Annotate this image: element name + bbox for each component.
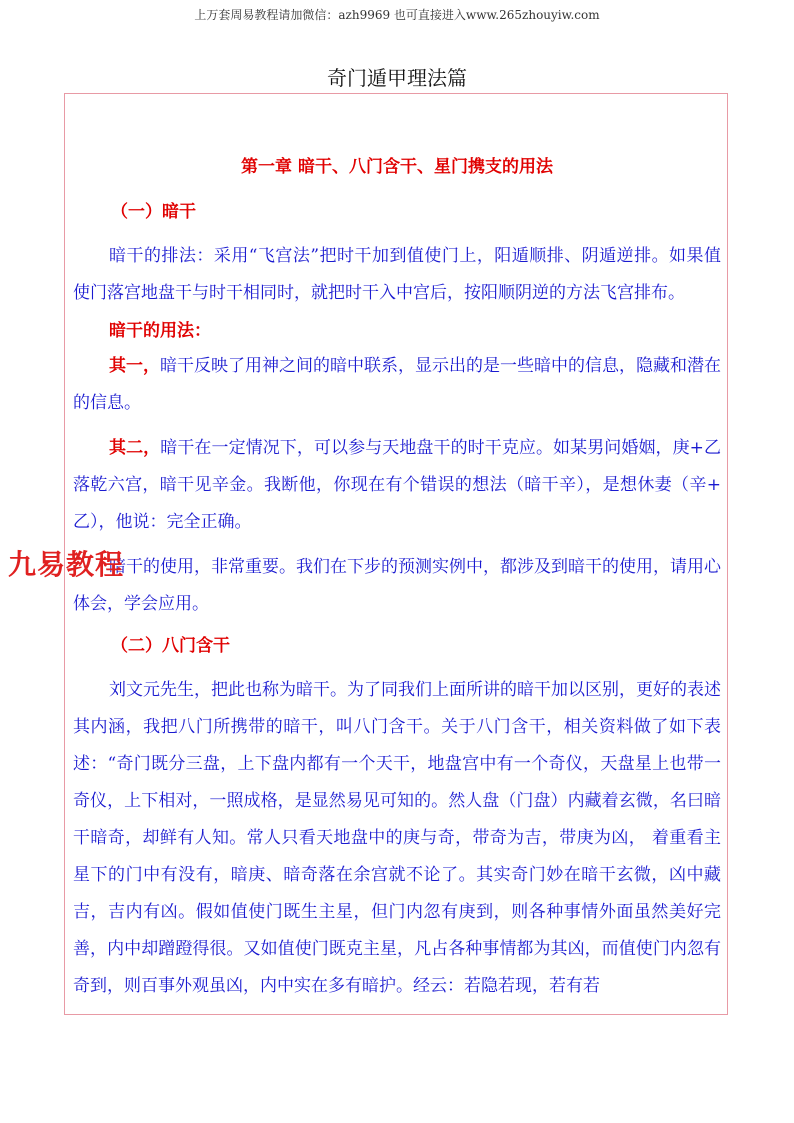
paragraph-point-two xyxy=(73,430,721,541)
usage-heading: 暗干的用法： xyxy=(109,321,211,341)
point-two-lead: 其二， xyxy=(109,438,161,458)
paragraph-arrangement: 暗干的排法：采用“飞宫法”把时干加到值使门上，阳遁顺排、阴遁逆排。如果值使门落宫地盘干与时干相同时，就把时干入中宫后，按阳顺阴逆的方法飞宫排布。 xyxy=(73,246,721,303)
watermark-logo: 九易教程 xyxy=(8,548,125,581)
chapter-heading: 第一章 暗干、八门含干、星门携支的用法 xyxy=(241,157,553,177)
document-title: 奇门遁甲理法篇 xyxy=(327,66,467,90)
point-one-text: 暗干反映了用神之间的暗中联系，显示出的是一些暗中的信息，隐藏和潜在的信息。 xyxy=(73,356,721,413)
section-heading-an-gan: （一）暗干 xyxy=(111,202,196,222)
section-heading-ba-men-han-gan: （二）八门含干 xyxy=(111,636,230,656)
document-body xyxy=(73,152,721,1005)
paragraph-ba-men-han-gan: 刘文元先生，把此也称为暗干。为了同我们上面所讲的暗干加以区别，更好的表述其内涵，我把八门所携带的暗干，叫八门含干。关于八门含干，相关资料做了如下表述：“奇门既分三盘，上下盘内都有一个天干，地盘宫中有一个奇仪，天盘星上也带一奇仪，上下相对，一照成格，是显然易见可知的。然人盘（门盘）内藏着玄微，名曰暗干暗奇，却鲜有人知。常人只看天地盘中的庚与奇，带奇为吉，带庚为凶， 着重看主星下的门中有没有，暗庚、暗奇落在余宫就不论了。其实奇门妙在暗干玄微，凶中藏吉，吉内有凶。假如值使门既生主星，但门内忽有庚到，则各种事情外面虽然美好完善，内中却蹭蹬得很。又如值使门既克主星，凡占各种事情都为其凶，而值使门内忽有奇到，则百事外观虽凶，内中实在多有暗护。经云：若隐若现，若有若 xyxy=(73,680,721,996)
paragraph-importance: 暗干的使用，非常重要。我们在下步的预测实例中，都涉及到暗干的使用，请用心体会，学会应用。 xyxy=(73,557,721,614)
point-one-lead: 其一， xyxy=(109,356,160,376)
paragraph-point-one xyxy=(73,348,721,422)
point-two-text: 暗干在一定情况下，可以参与天地盘干的时干克应。如某男问婚姻，庚+乙落乾六宫，暗干见辛金。我断他，你现在有个错误的想法（暗干辛），是想休妻（辛+ 乙），他说：完全正确。 xyxy=(73,438,722,532)
page-header: 上万套周易教程请加微信：azh9969 也可直接进入www.265zhouyiw.com xyxy=(194,8,600,22)
